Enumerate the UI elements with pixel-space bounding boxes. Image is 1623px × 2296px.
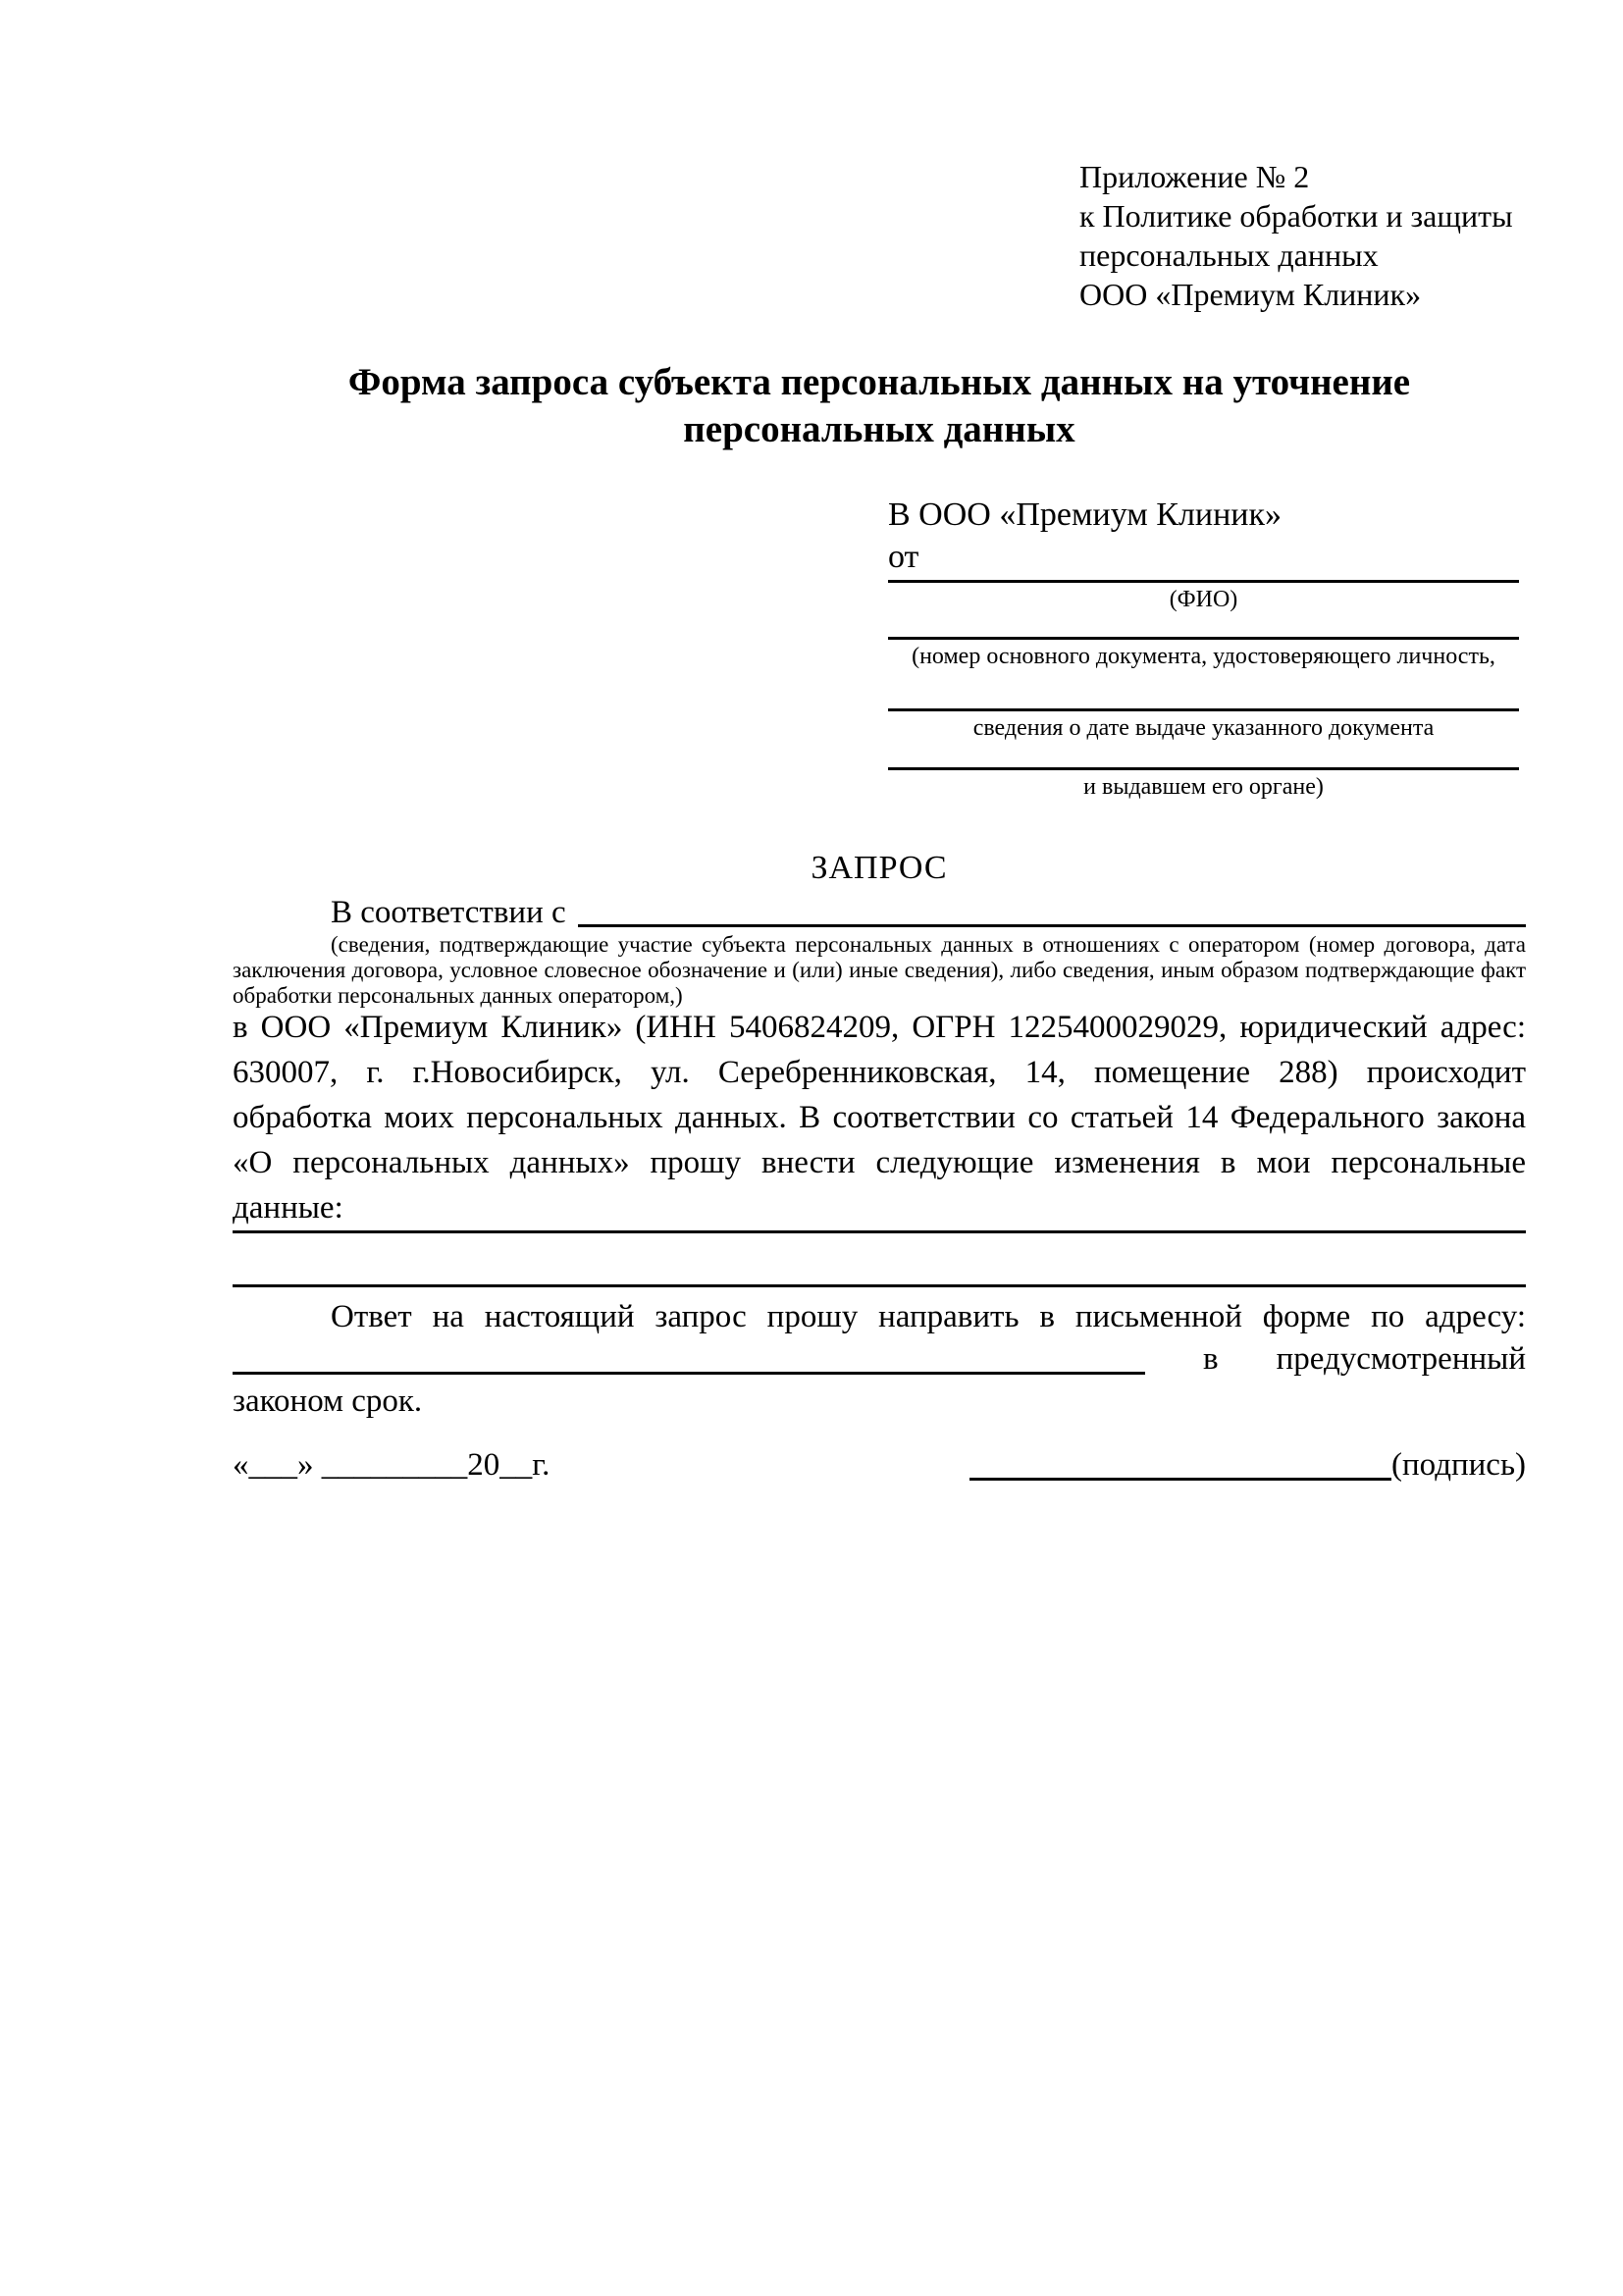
- reply-word-a: в: [1203, 1341, 1219, 1377]
- request-body-line: в ООО «Премиум Клиник» (ИНН 5406824209, ОГРН 1225400029029, юридический адрес:: [233, 1010, 1526, 1045]
- annex-note-line: персональных данных: [1079, 237, 1379, 273]
- footnote-line: обработки персональных данных оператором,): [233, 983, 683, 1008]
- request-body-line: данные:: [233, 1190, 343, 1226]
- reply-word-b: предусмотренный: [1276, 1341, 1526, 1377]
- fio-caption: (ФИО): [1169, 587, 1238, 612]
- request-body-line: обработка моих персональных данных. В соответствии со статьей 14 Федерального закона: [233, 1100, 1526, 1135]
- page-title-line: Форма запроса субъекта персональных данных на уточнение: [347, 361, 1411, 403]
- signature-blank-line: [969, 1442, 1391, 1481]
- footnote-line: (сведения, подтверждающие участие субъекта персональных данных в отношениях с оператором (номер договора, дата: [331, 932, 1526, 957]
- request-heading: ЗАПРОС: [811, 850, 948, 886]
- doc-number-caption: (номер основного документа, удостоверяющего личность,: [912, 644, 1495, 669]
- page-title-line: персональных данных: [683, 408, 1075, 450]
- date-blank: «___» _________20__г.: [233, 1447, 550, 1483]
- annex-note-line: Приложение № 2: [1079, 159, 1310, 194]
- addressee-to: В ООО «Премиум Клиник»: [888, 496, 1283, 533]
- footnote-line: заключения договора, условное словесное обозначение и (или) иные сведения), либо сведения, иным образом подтверждающие факт: [233, 958, 1526, 982]
- intro-prefix: В соответствии с: [331, 895, 566, 930]
- changes-blank-line-2: [233, 1284, 1526, 1287]
- annex-note-line: ООО «Премиум Клиник»: [1079, 277, 1422, 312]
- page-title: [233, 359, 1526, 453]
- reply-line-2: [233, 1336, 1526, 1382]
- footnote: [233, 932, 1526, 1009]
- intro-row: [233, 891, 1526, 934]
- doc-issuer-caption: и выдавшем его органе): [1083, 774, 1324, 800]
- signature-caption: (подпись): [1391, 1447, 1526, 1483]
- doc-date-blank-line: [888, 708, 1519, 711]
- address-blank-line: [233, 1336, 1145, 1375]
- reply-line-1: Ответ на настоящий запрос прошу направить в письменной форме по адресу:: [331, 1299, 1526, 1334]
- signature-spacer: [550, 1442, 969, 1487]
- reply-line-3: законом срок.: [233, 1383, 423, 1419]
- addressee-block: [888, 494, 1519, 802]
- date-signature-row: [233, 1442, 1526, 1487]
- request-body-line: «О персональных данных» прошу внести следующие изменения в мои персональные: [233, 1145, 1526, 1180]
- annex-note: [1079, 157, 1513, 314]
- fio-blank-line: [888, 580, 1519, 583]
- annex-note-line: к Политике обработки и защиты: [1079, 198, 1513, 234]
- doc-date-caption: сведения о дате выдаче указанного документа: [972, 715, 1435, 741]
- changes-blank-line-1: [233, 1230, 1526, 1233]
- intro-blank-line: [578, 891, 1526, 927]
- request-body-line: 630007, г. г.Новосибирск, ул. Серебренниковская, 14, помещение 288) происходит: [233, 1055, 1526, 1090]
- doc-issuer-blank-line: [888, 767, 1519, 770]
- addressee-from-label: от: [888, 539, 919, 575]
- doc-number-blank-line: [888, 637, 1519, 640]
- request-body: [233, 1005, 1526, 1230]
